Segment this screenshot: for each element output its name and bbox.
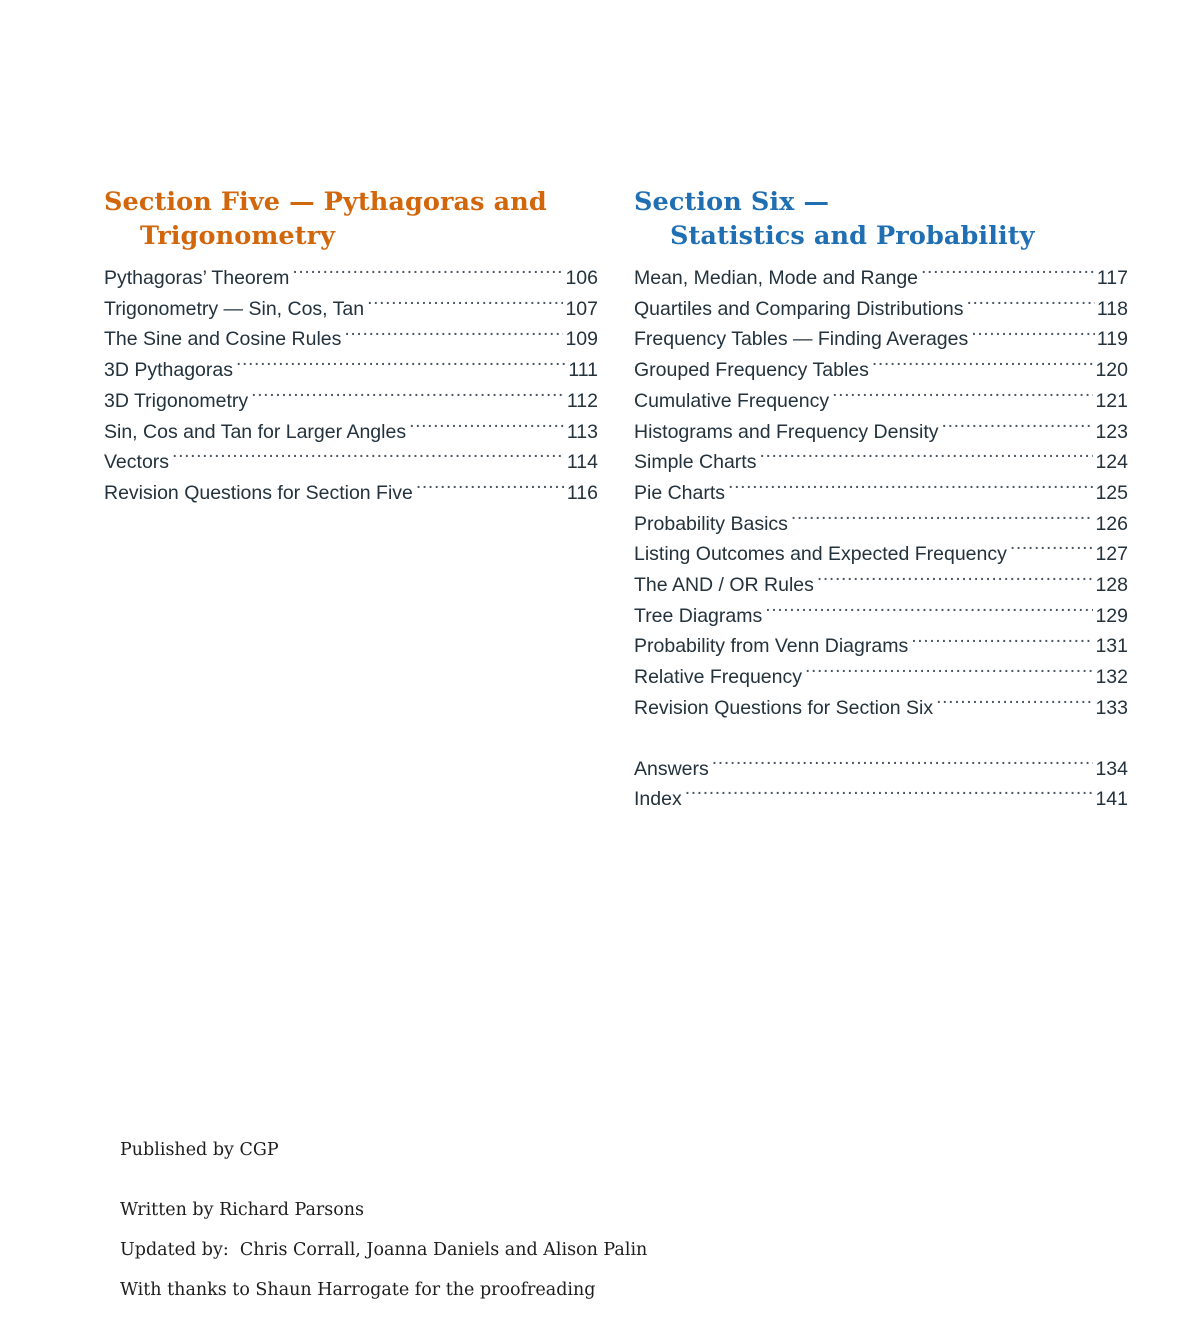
toc-list-section-five: [104, 263, 598, 509]
toc-entry-page: 129: [1095, 604, 1128, 627]
toc-entry-title: Histograms and Frequency Density: [634, 420, 939, 443]
toc-entry[interactable]: [634, 631, 1128, 662]
toc-entry-title: The Sine and Cosine Rules: [104, 328, 342, 351]
toc-entry-page: 124: [1095, 451, 1128, 474]
toc-entry-title: Probability from Venn Diagrams: [634, 635, 909, 658]
toc-entry-page: 107: [565, 297, 598, 320]
toc-columns: [104, 185, 1128, 815]
toc-entry-title: Answers: [634, 757, 709, 780]
toc-entry-page: 106: [565, 267, 598, 289]
toc-entry[interactable]: [634, 386, 1128, 417]
toc-entry[interactable]: [104, 386, 598, 417]
toc-entry-title: The AND / OR Rules: [634, 574, 814, 597]
toc-leader-dots: [292, 265, 563, 285]
toc-entry-page: 119: [1096, 328, 1128, 351]
toc-leader-dots: [172, 449, 565, 469]
toc-entry-title: Probability Basics: [634, 512, 788, 535]
toc-entry-title: Revision Questions for Section Six: [634, 696, 934, 719]
toc-entry-title: Pie Charts: [634, 481, 726, 504]
toc-column-section-five: [104, 185, 598, 815]
toc-entry[interactable]: [634, 570, 1128, 601]
toc-entry-page: 118: [1096, 297, 1128, 320]
toc-entry-page: 125: [1095, 481, 1128, 504]
toc-entry[interactable]: [634, 324, 1128, 355]
toc-leader-dots: [1010, 541, 1094, 561]
toc-entry-title: Relative Frequency: [634, 666, 802, 689]
toc-leader-dots: [765, 602, 1093, 622]
toc-leader-dots: [817, 572, 1094, 592]
toc-leader-dots: [367, 295, 563, 315]
toc-entry[interactable]: [104, 294, 598, 325]
section-five-heading-line1: Section Five — Pythagoras and: [104, 187, 547, 217]
toc-entry[interactable]: [104, 355, 598, 386]
credit-written-by: Written by Richard Parsons: [120, 1200, 365, 1220]
credit-updated-by: Updated by: Chris Corrall, Joanna Daniels and Alison Palin: [120, 1240, 648, 1260]
toc-leader-dots: [805, 664, 1093, 684]
toc-entry-title: Cumulative Frequency: [634, 389, 830, 412]
toc-entry-title: Index: [634, 788, 682, 811]
toc-list-extras: [634, 754, 1128, 815]
toc-entry-title: Mean, Median, Mode and Range: [634, 267, 919, 289]
toc-entry[interactable]: [634, 263, 1128, 294]
credit-published-by: Published by CGP: [120, 1140, 279, 1160]
toc-entry-page: 121: [1095, 389, 1128, 412]
credits-block: [120, 1140, 647, 1320]
toc-entry-page: 141: [1095, 788, 1128, 811]
toc-leader-dots: [251, 387, 565, 407]
toc-entry-page: 116: [566, 481, 598, 504]
toc-leader-dots: [966, 295, 1094, 315]
toc-leader-dots: [791, 510, 1094, 530]
toc-leader-dots: [942, 418, 1094, 438]
section-five-heading-line2: Trigonometry: [140, 221, 336, 251]
toc-entry-title: Frequency Tables — Finding Averages: [634, 328, 969, 351]
toc-entry[interactable]: [634, 784, 1128, 815]
section-six-heading-line1: Section Six —: [634, 187, 830, 217]
toc-entry-title: 3D Trigonometry: [104, 389, 249, 412]
toc-entry[interactable]: [634, 417, 1128, 448]
toc-entry-title: Simple Charts: [634, 451, 757, 474]
toc-leader-dots: [236, 357, 566, 377]
toc-entry-title: 3D Pythagoras: [104, 359, 233, 382]
toc-entry-page: 133: [1095, 696, 1128, 719]
toc-entry-page: 113: [566, 420, 598, 443]
toc-leader-dots: [409, 418, 565, 438]
toc-entry-page: 126: [1095, 512, 1128, 535]
toc-list-section-six: [634, 263, 1128, 724]
toc-entry-page: 127: [1095, 543, 1128, 566]
toc-entry-title: Listing Outcomes and Expected Frequency: [634, 543, 1007, 566]
toc-entry-page: 109: [565, 328, 598, 351]
toc-entry[interactable]: [634, 355, 1128, 386]
toc-leader-dots: [911, 633, 1093, 653]
toc-leader-dots: [872, 357, 1094, 377]
toc-entry-title: Grouped Frequency Tables: [634, 359, 869, 382]
toc-entry[interactable]: [634, 754, 1128, 785]
toc-entry-title: Revision Questions for Section Five: [104, 481, 413, 504]
toc-entry-page: 131: [1095, 635, 1128, 658]
toc-entry[interactable]: [634, 478, 1128, 509]
toc-entry[interactable]: [104, 478, 598, 509]
toc-entry[interactable]: [104, 447, 598, 478]
toc-leader-dots: [936, 694, 1093, 714]
credit-thanks: With thanks to Shaun Harrogate for the proofreading: [120, 1280, 596, 1300]
toc-entry[interactable]: [634, 539, 1128, 570]
toc-entry-page: 117: [1096, 267, 1128, 289]
toc-leader-dots: [921, 265, 1095, 285]
toc-entry[interactable]: [634, 601, 1128, 632]
toc-leader-dots: [728, 479, 1093, 499]
toc-entry[interactable]: [634, 294, 1128, 325]
toc-entry-page: 114: [566, 451, 598, 474]
toc-leader-dots: [832, 387, 1093, 407]
toc-entry-page: 134: [1095, 757, 1128, 780]
toc-entry-title: Sin, Cos and Tan for Larger Angles: [104, 420, 407, 443]
toc-entry-page: 128: [1095, 574, 1128, 597]
toc-entry[interactable]: [634, 693, 1128, 724]
toc-entry-page: 123: [1095, 420, 1128, 443]
section-six-heading: [634, 185, 1128, 253]
toc-leader-dots: [344, 326, 563, 346]
toc-entry-title: Trigonometry — Sin, Cos, Tan: [104, 297, 365, 320]
toc-entry[interactable]: [104, 324, 598, 355]
section-six-heading-line2: Statistics and Probability: [670, 221, 1035, 251]
toc-leader-dots: [712, 755, 1094, 775]
toc-entry[interactable]: [634, 447, 1128, 478]
toc-leader-dots: [685, 786, 1094, 806]
toc-leader-dots: [416, 479, 565, 499]
toc-spacer: [634, 724, 1128, 754]
toc-entry-page: 132: [1095, 666, 1128, 689]
toc-entry-page: 112: [566, 389, 598, 412]
toc-entry-title: Vectors: [104, 451, 170, 474]
toc-entry-title: Tree Diagrams: [634, 604, 763, 627]
toc-leader-dots: [971, 326, 1095, 346]
toc-leader-dots: [759, 449, 1093, 469]
toc-entry-title: Quartiles and Comparing Distributions: [634, 297, 964, 320]
toc-column-section-six: [634, 185, 1128, 815]
toc-entry[interactable]: [634, 662, 1128, 693]
toc-entry[interactable]: [104, 417, 598, 448]
section-five-heading: [104, 185, 598, 253]
toc-entry-title: Pythagoras’ Theorem: [104, 267, 290, 289]
toc-entry[interactable]: [634, 509, 1128, 540]
toc-entry[interactable]: [104, 263, 598, 294]
toc-entry-page: 120: [1095, 359, 1128, 382]
toc-entry-page: 111: [568, 359, 598, 382]
